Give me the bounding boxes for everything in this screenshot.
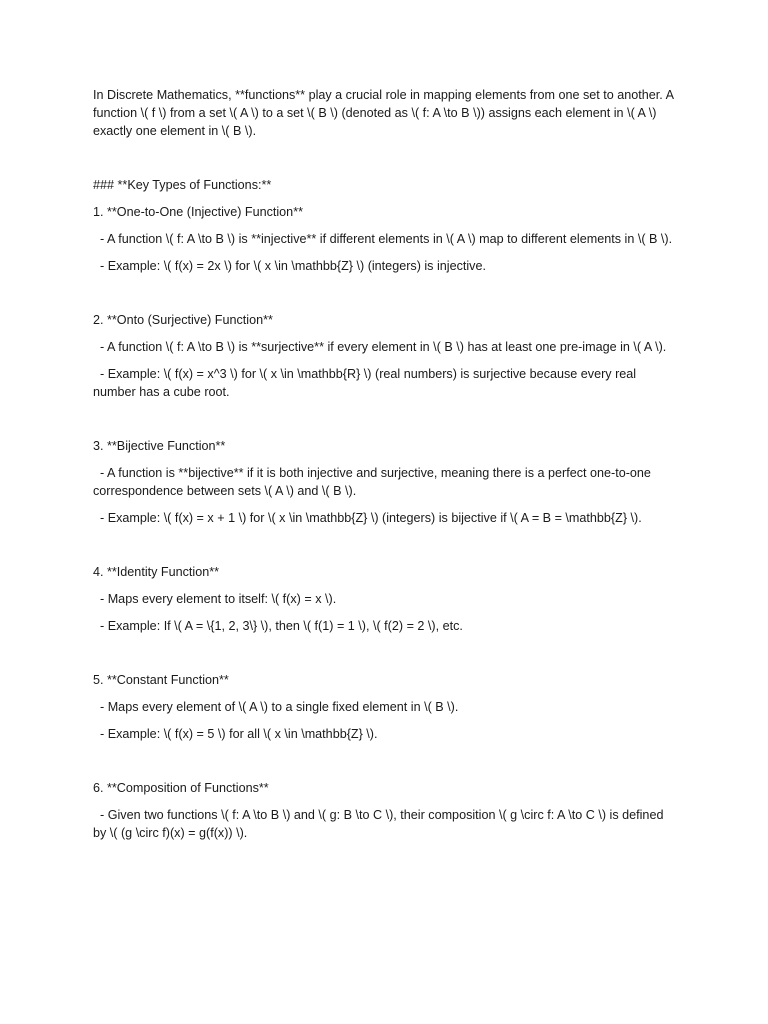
document-page [93, 86, 678, 842]
section-5-line-2: - Example: \( f(x) = 5 \) for all \( x \in \mathbb{Z} \). [93, 727, 378, 741]
section-1-line-1: - A function \( f: A \to B \) is **injective** if different elements in \( A \) map to different elements in \( B \). [93, 232, 673, 246]
section-4-title: 4. **Identity Function** [93, 565, 220, 579]
section-5-title: 5. **Constant Function** [93, 673, 229, 687]
section-2-line-1: - A function \( f: A \to B \) is **surjective** if every element in \( B \) has at least one pre-image in \( A \). [93, 340, 667, 354]
section-2-title: 2. **Onto (Surjective) Function** [93, 313, 273, 327]
section-3-line-1: - A function is **bijective** if it is both injective and surjective, meaning there is a perfect one-to-one correspondence between sets \( A \) and \( B \). [93, 466, 655, 498]
section-heading: ### **Key Types of Functions:** [93, 178, 272, 192]
section-3-line-2: - Example: \( f(x) = x + 1 \) for \( x \in \mathbb{Z} \) (integers) is bijective if \( A = B = \mathbb{Z} \). [93, 511, 642, 525]
section-5-line-1: - Maps every element of \( A \) to a single fixed element in \( B \). [93, 700, 459, 714]
section-6-line-1: - Given two functions \( f: A \to B \) and \( g: B \to C \), their composition \( g \circ f: A \to C \) is defined by \( (g \circ f)(x) = g(f(x)) \). [93, 808, 667, 840]
intro-paragraph: In Discrete Mathematics, **functions** play a crucial role in mapping elements from one set to another. A function \( f \) from a set \( A \) to a set \( B \) (denoted as \( f: A \to B \)) assigns each element in \( A \) exactly one element in \( B \). [93, 88, 677, 138]
section-4-line-2: - Example: If \( A = \{1, 2, 3\} \), then \( f(1) = 1 \), \( f(2) = 2 \), etc. [93, 619, 463, 633]
section-4-line-1: - Maps every element to itself: \( f(x) = x \). [93, 592, 337, 606]
section-1-title: 1. **One-to-One (Injective) Function** [93, 205, 303, 219]
section-1-line-2: - Example: \( f(x) = 2x \) for \( x \in \mathbb{Z} \) (integers) is injective. [93, 259, 486, 273]
section-3-title: 3. **Bijective Function** [93, 439, 226, 453]
section-6-title: 6. **Composition of Functions** [93, 781, 269, 795]
section-2-line-2: - Example: \( f(x) = x^3 \) for \( x \in \mathbb{R} \) (real numbers) is surjective because every real number has a cube root. [93, 367, 640, 399]
